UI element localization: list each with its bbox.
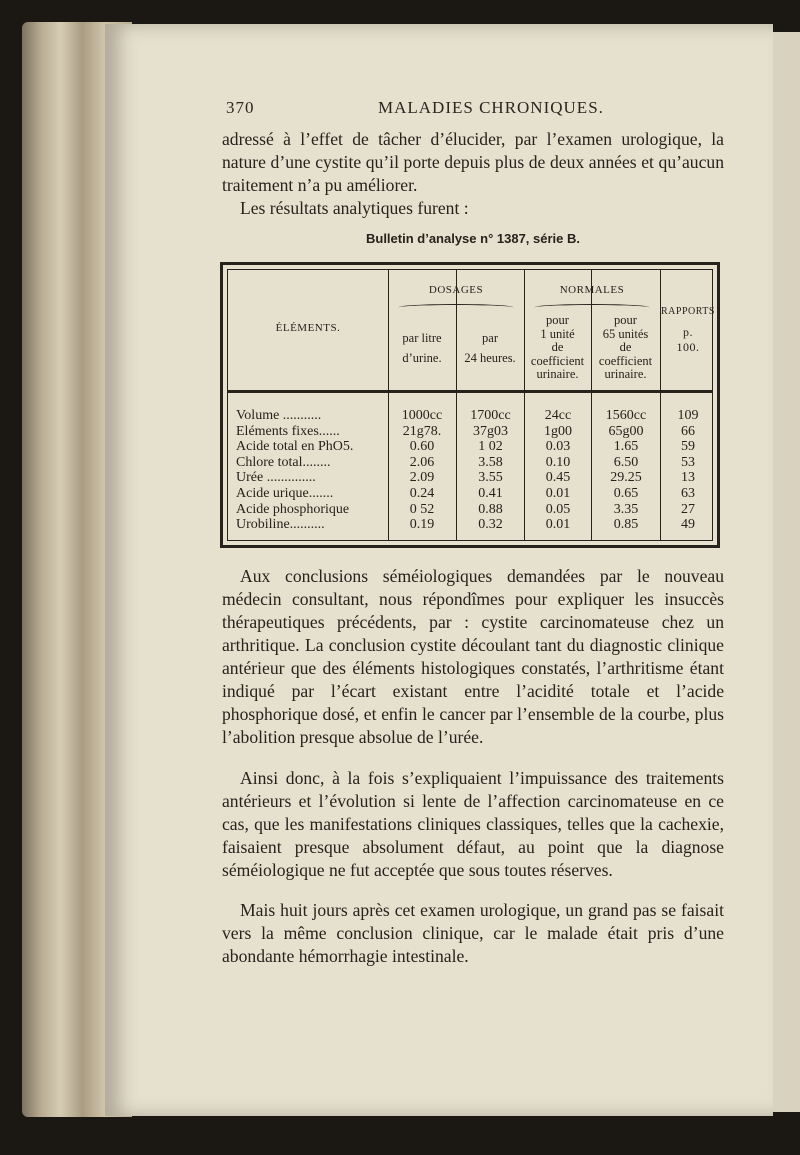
table-row (228, 408, 712, 424)
row-par-litre: 0.19 (409, 517, 435, 533)
table-row (228, 424, 712, 440)
row-pour-65-unites: 0.85 (613, 517, 639, 533)
header-pour1-line1: pour (546, 313, 569, 327)
bulletin-title: Bulletin d’analyse n° 1387, série B. (365, 231, 580, 246)
header-par-24h-line1: par (482, 331, 498, 345)
table-row (228, 517, 712, 533)
header-elements: ÉLÉMENTS. (275, 322, 341, 334)
row-rapport: 13 (681, 470, 695, 486)
header-par-litre-line1: par litre (402, 331, 442, 345)
row-pour-1-unite: 0.01 (545, 517, 571, 533)
row-par-24h: 37g03 (473, 423, 508, 439)
row-element-name: Chlore total........ (236, 454, 331, 470)
row-pour-1-unite: 0.03 (545, 439, 571, 455)
normales-brace (534, 304, 650, 311)
paragraph-1: adressé à l’effet de tâcher d’élucider, par l’examen urologique, la nature d’une cystite qu’il porte depuis plus de deux années et qu’aucun traitement n’a pu améliorer. (222, 129, 724, 195)
header-rapports-line1: RAPPORTS (661, 306, 715, 317)
paragraph-3: Aux conclusions séméiologiques demandées par le nouveau médecin consultant, nous répondîmes pour expliquer les insuccès thérapeutiques précédents, par : cystite carcinomateuse chez un arthritique. La conclusion cystite découlant tant du diagnostic clinique antérieur que des éléments histologiques constatés, l’arthritisme étant indiqué par l’écart existant entre l’acidité totale et l’acide phosphorique dosé, et enfin le cancer par l’ensemble de la courbe, plus l’abolition presque absolue de l’urée. (222, 566, 724, 747)
row-par-24h: 3.55 (478, 470, 503, 486)
table-inner-border (227, 269, 713, 541)
header-pour1-line5: urinaire. (536, 367, 579, 381)
row-rapport: 27 (681, 501, 695, 517)
row-par-24h: 0.88 (478, 501, 503, 517)
row-pour-1-unite: 0.01 (545, 486, 571, 501)
header-par-litre (388, 332, 456, 365)
header-pour1-line4: coefficient (530, 353, 585, 368)
header-pour65-line4: coefficient (598, 353, 653, 368)
row-element-name: Urée .............. (236, 470, 316, 486)
row-element-name: Acide total en PhO5. (236, 439, 354, 455)
header-rapports (660, 306, 716, 355)
header-normales: NORMALES (559, 284, 625, 296)
row-element-name: Volume ........... (236, 408, 322, 423)
row-par-24h: 3.58 (478, 454, 503, 470)
row-rapport: 53 (681, 454, 695, 470)
table-row (228, 502, 712, 518)
row-par-litre: 0.60 (409, 439, 435, 455)
row-pour-65-unites: 1560cc (605, 408, 647, 423)
row-par-litre: 2.06 (409, 454, 435, 470)
table-row (228, 455, 712, 471)
row-pour-65-unites: 0.65 (613, 486, 639, 501)
header-pour65-line3: de (619, 340, 632, 354)
row-pour-65-unites: 3.35 (613, 501, 639, 517)
table-row (228, 470, 712, 486)
row-pour-1-unite: 1g00 (544, 423, 572, 439)
header-pour1-line3: de (551, 340, 564, 354)
analysis-table (220, 262, 720, 548)
row-par-litre: 21g78. (402, 423, 442, 439)
header-pour65-line1: pour (614, 313, 637, 327)
header-pour-1-unite (524, 314, 591, 382)
row-par-litre: 1000cc (401, 408, 443, 423)
table-row (228, 439, 712, 455)
row-par-litre: 0.24 (409, 486, 435, 501)
header-pour65-line5: urinaire. (604, 367, 647, 381)
row-element-name: Acide urique....... (236, 486, 334, 501)
header-par-24h-line2: 24 heures. (464, 350, 516, 365)
header-par-litre-line2: d’urine. (402, 350, 442, 365)
row-pour-65-unites: 1.65 (613, 439, 639, 455)
table-row (228, 486, 712, 502)
dosages-brace (398, 304, 514, 311)
row-par-litre: 0 52 (409, 501, 435, 517)
row-par-24h: 1700cc (470, 408, 511, 423)
header-rule (228, 390, 712, 393)
row-par-24h: 1 02 (478, 439, 503, 455)
row-par-24h: 0.41 (478, 486, 503, 501)
header-rapports-line2: p. (683, 325, 693, 339)
row-rapport: 66 (681, 423, 695, 439)
row-par-24h: 0.32 (478, 517, 503, 533)
header-pour65-line2: 65 unités (602, 326, 649, 341)
row-pour-1-unite: 0.05 (545, 501, 571, 517)
row-pour-1-unite: 0.10 (545, 454, 571, 470)
row-element-name: Eléments fixes...... (236, 423, 340, 439)
row-element-name: Urobiline.......... (236, 517, 325, 533)
paragraph-5: Mais huit jours après cet examen urologique, un grand pas se faisait vers la même conclusion clinique, car le malade était pris d’une abondante hémorrhagie intestinale. (222, 900, 724, 966)
header-pour-65-unites (591, 314, 660, 382)
row-par-litre: 2.09 (409, 470, 435, 486)
row-rapport: 59 (681, 439, 695, 455)
row-pour-1-unite: 0.45 (545, 470, 571, 486)
paragraph-4: Ainsi donc, à la fois s’expliquaient l’impuissance des traitements antérieurs et l’évolution si lente de l’affection carcinomateuse en ce cas, que les manifestations cliniques classiques, telles que la cachexie, faisaient presque absolument défaut, au point que la diagnose séméiologique ne fut acceptée que sous toutes réserves. (222, 768, 724, 880)
page-number: 370 (226, 98, 255, 117)
running-title: MALADIES CHRONIQUES. (378, 98, 604, 117)
header-rapports-line3: 100. (676, 340, 700, 354)
row-element-name: Acide phosphorique (236, 501, 350, 517)
row-rapport: 63 (681, 486, 695, 501)
header-par-24h (456, 332, 524, 365)
row-rapport: 109 (677, 408, 699, 423)
header-pour1-line2: 1 unité (540, 326, 575, 341)
paragraph-2: Les résultats analytiques furent : (240, 198, 469, 218)
running-head (226, 98, 726, 122)
header-dosages: DOSAGES (428, 284, 484, 296)
row-rapport: 49 (681, 517, 695, 533)
row-pour-65-unites: 29.25 (610, 470, 642, 486)
row-pour-65-unites: 6.50 (613, 454, 639, 470)
row-pour-65-unites: 65g00 (608, 423, 644, 439)
row-pour-1-unite: 24cc (544, 408, 572, 423)
